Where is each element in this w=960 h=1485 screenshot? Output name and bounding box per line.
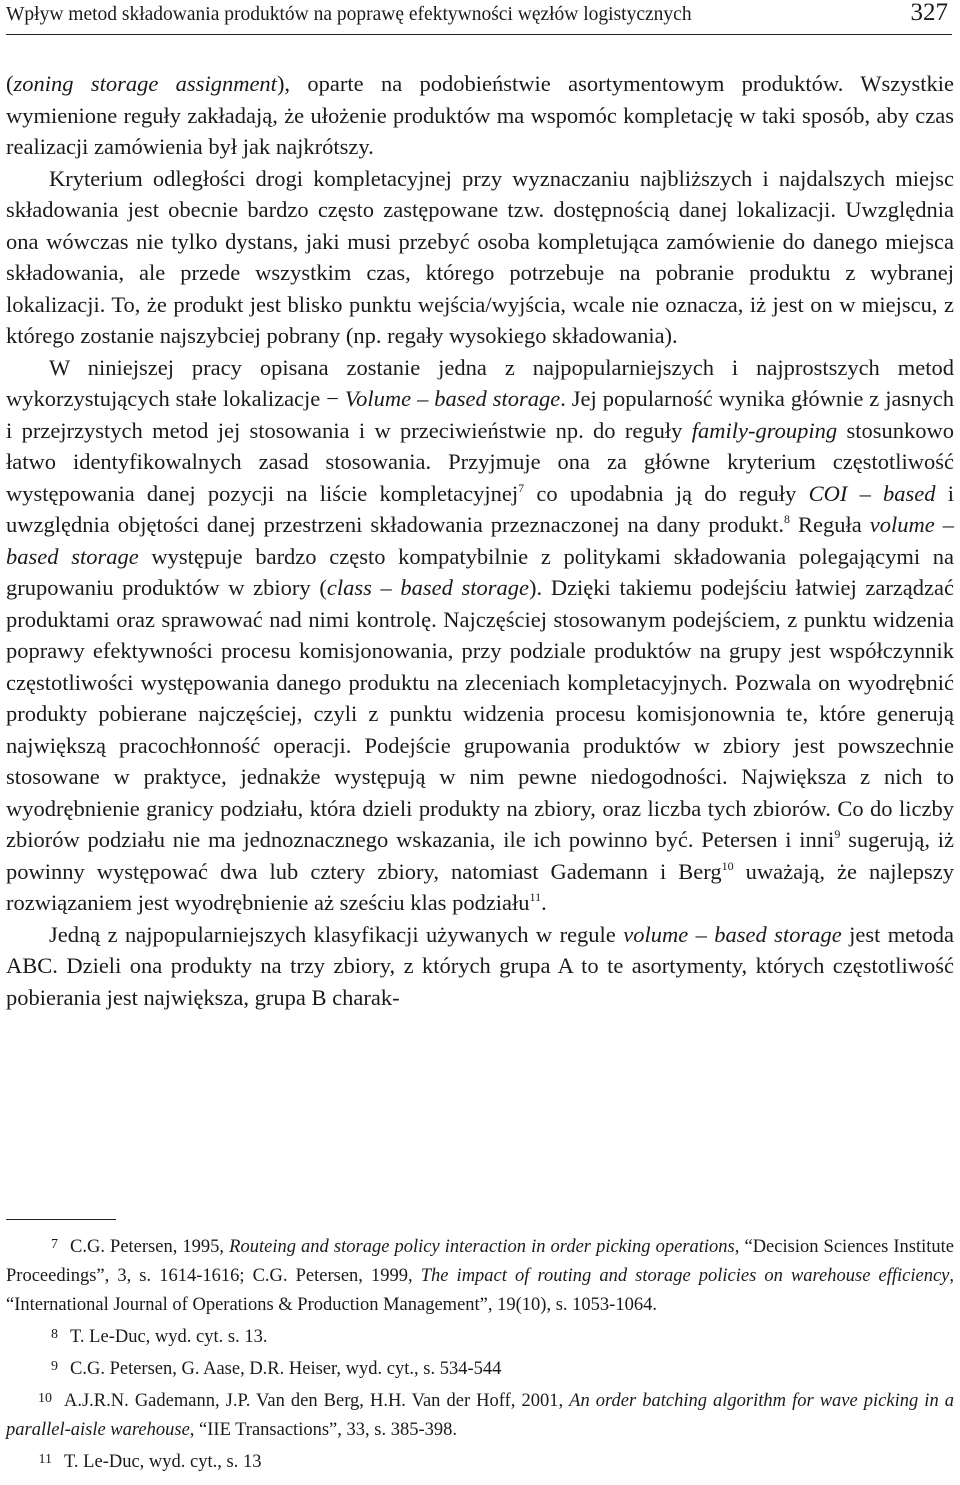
footnote-ref: 11 — [529, 890, 542, 904]
text-run: C.G. Petersen, 1995, — [70, 1237, 230, 1257]
italic-term: Volume – based storage — [344, 386, 561, 411]
footnote-7 — [6, 1230, 954, 1320]
body-text — [6, 68, 954, 1013]
italic-term: The impact of routing and storage policies on warehouse efficiency — [420, 1266, 950, 1286]
footnote-9 — [6, 1352, 954, 1384]
footnote-8 — [6, 1320, 954, 1352]
text-run: C.G. Petersen, G. Aase, D.R. Heiser, wyd. cyt., s. 534-544 — [70, 1359, 502, 1379]
text-run: stosunkowo łatwo identyfikowalnych zasad stosowania. Przyjmuje ona za główne kryterium częstotliwość występowania danej pozycji na liście kompletacyjnej — [6, 417, 954, 506]
footnote-ref: 7 — [518, 480, 525, 495]
text-run: uważają, że najlepszy rozwiązaniem jest wyodrębnienie aż sześciu klas podziału — [6, 858, 955, 915]
text-run: T. Le-Duc, wyd. cyt., s. 13 — [64, 1452, 262, 1472]
text-run: i uwzględnia objętości danej przestrzeni składowania przeznaczonej na dany produkt. — [6, 480, 954, 537]
text-run: Reguła — [790, 512, 870, 537]
footnote-11 — [6, 1445, 954, 1477]
text-run: ( — [6, 71, 14, 96]
footnote-separator — [6, 1219, 116, 1220]
paragraph-1 — [6, 68, 954, 163]
text-run: . Jej popularność wynika głównie z jasnych i przejrzystych metod jej stosowania i w przeciwieństwie np. do reguły — [6, 386, 954, 443]
italic-term: class – based storage — [326, 575, 530, 600]
paragraph-4 — [6, 919, 954, 1014]
text-run: Kryterium odległości drogi kompletacyjnej przy wyznaczaniu najbliższych i najdalszych miejsc składowania jest obecnie bardzo często zastępowane tzw. dostępnością danej lokalizacji. Uwzględnia ona wówczas nie tylko dystans, jaki musi przebyć osoba kompletująca zamówienie do danego miejsca składowania, ale przede wszystkim czas, którego potrzebuje na pobranie produktu z wybranej lokalizacji. To, że produkt jest blisko punktu wejścia/wyjścia, wcale nie oznacza, iż jest on w miejscu, z którego zostanie najszybciej pobrany (np. regały wysokiego składowania). — [6, 165, 954, 348]
italic-term: volume – based storage — [6, 512, 955, 569]
footnote-number: 7 — [51, 1237, 58, 1252]
text-run: , “Decision Sciences Institute Proceedings”, 3, s. 1614-1616; C.G. Petersen, 1999, — [6, 1237, 955, 1286]
italic-term: family-grouping — [691, 417, 838, 443]
text-run: ), oparte na podobieństwie asortymentowym produktów. Wszystkie wymienione reguły zakładają, że ułożenie produktów ma wspomóc kompletację w taki sposób, aby czas realizacji zamówienia był jak najkrótszy. — [6, 71, 954, 159]
text-run: jest metoda ABC. Dzieli ona produkty na trzy zbiory, z których grupa A to te asortymenty, których częstotliwość pobierania jest największa, grupa B charak- — [6, 921, 954, 1010]
footnote-ref: 10 — [721, 858, 734, 873]
text-run: występuje bardzo często kompatybilnie z politykami składowania polegającymi na grupowaniu produktów w zbiory ( — [6, 543, 955, 600]
text-run: A.J.R.N. Gademann, J.P. Van den Berg, H.H. Van der Hoff, 2001, — [64, 1391, 570, 1411]
text-run: Jedną z najpopularniejszych klasyfikacji używanych w regule — [49, 921, 624, 947]
text-run: , “IIE Transactions”, 33, s. 385-398. — [189, 1420, 457, 1440]
text-run: W niniejszej pracy opisana zostanie jedna z najpopularniejszych i najprostszych metod wykorzystujących stałe lokalizacje − — [6, 354, 954, 411]
footnote-number: 9 — [51, 1359, 58, 1374]
footnote-number: 10 — [38, 1391, 52, 1406]
text-run: T. Le-Duc, wyd. cyt. s. 13. — [70, 1327, 268, 1347]
italic-term: zoning storage assignment — [13, 71, 277, 96]
text-run: sugerują, iż powinny występować dwa lub cztery zbiory, natomiast Gademann i Berg — [6, 827, 954, 884]
footnote-number: 8 — [51, 1327, 58, 1342]
footnotes — [6, 1230, 954, 1477]
footnote-10 — [6, 1384, 954, 1445]
paragraph-3 — [6, 352, 954, 919]
footnote-ref: 9 — [834, 827, 841, 841]
footnote-number: 11 — [38, 1452, 52, 1467]
text-run: ). Dzięki takiemu podejściu łatwiej zarządzać produktami oraz sprawować nad nimi kontrolę. Najczęściej stosowanym podejściem, z punktu widzenia poprawy efektywności procesu komisjonowania, przy podziale produktów na grupy jest współczynnik częstotliwości występowania danego produktu na zleceniach kompletacyjnych. Pozwala on wyodrębnić produkty pobierane najczęściej, czyli z punktu widzenia procesu komisjonownia te, które generują największą pracochłonność operacji. Podejście grupowania produktów w zbiory jest powszechnie stosowane w praktyce, jednakże występują w nim pewne niedogodności. Największa z nich to wyodrębnienie granicy podziału, która dzieli produkty na zbiory, oraz liczba tych zbiorów. Co do liczby zbiorów podziału nie ma jednoznacznego wskazania, ile ich powinno być. Petersen i inni — [6, 575, 954, 852]
italic-term: Routeing and storage policy interaction in order picking operations — [229, 1237, 735, 1257]
footnote-ref: 8 — [784, 512, 791, 526]
italic-term: An order batching algorithm for wave picking in a parallel-aisle warehouse — [6, 1391, 955, 1440]
running-title: Wpływ metod składowania produktów na poprawę efektywności węzłów logistycznych — [6, 4, 692, 25]
running-header — [6, 0, 952, 35]
text-run: co upodabnia ją do reguły — [524, 480, 809, 506]
paragraph-2 — [6, 163, 954, 352]
text-run: . — [541, 890, 547, 915]
text-run: , “International Journal of Operations & Production Management”, 19(10), s. 1053-1064. — [6, 1266, 954, 1315]
italic-term: COI – based — [808, 480, 936, 506]
italic-term: volume – based storage — [623, 921, 842, 947]
page-number: 327 — [910, 0, 948, 26]
